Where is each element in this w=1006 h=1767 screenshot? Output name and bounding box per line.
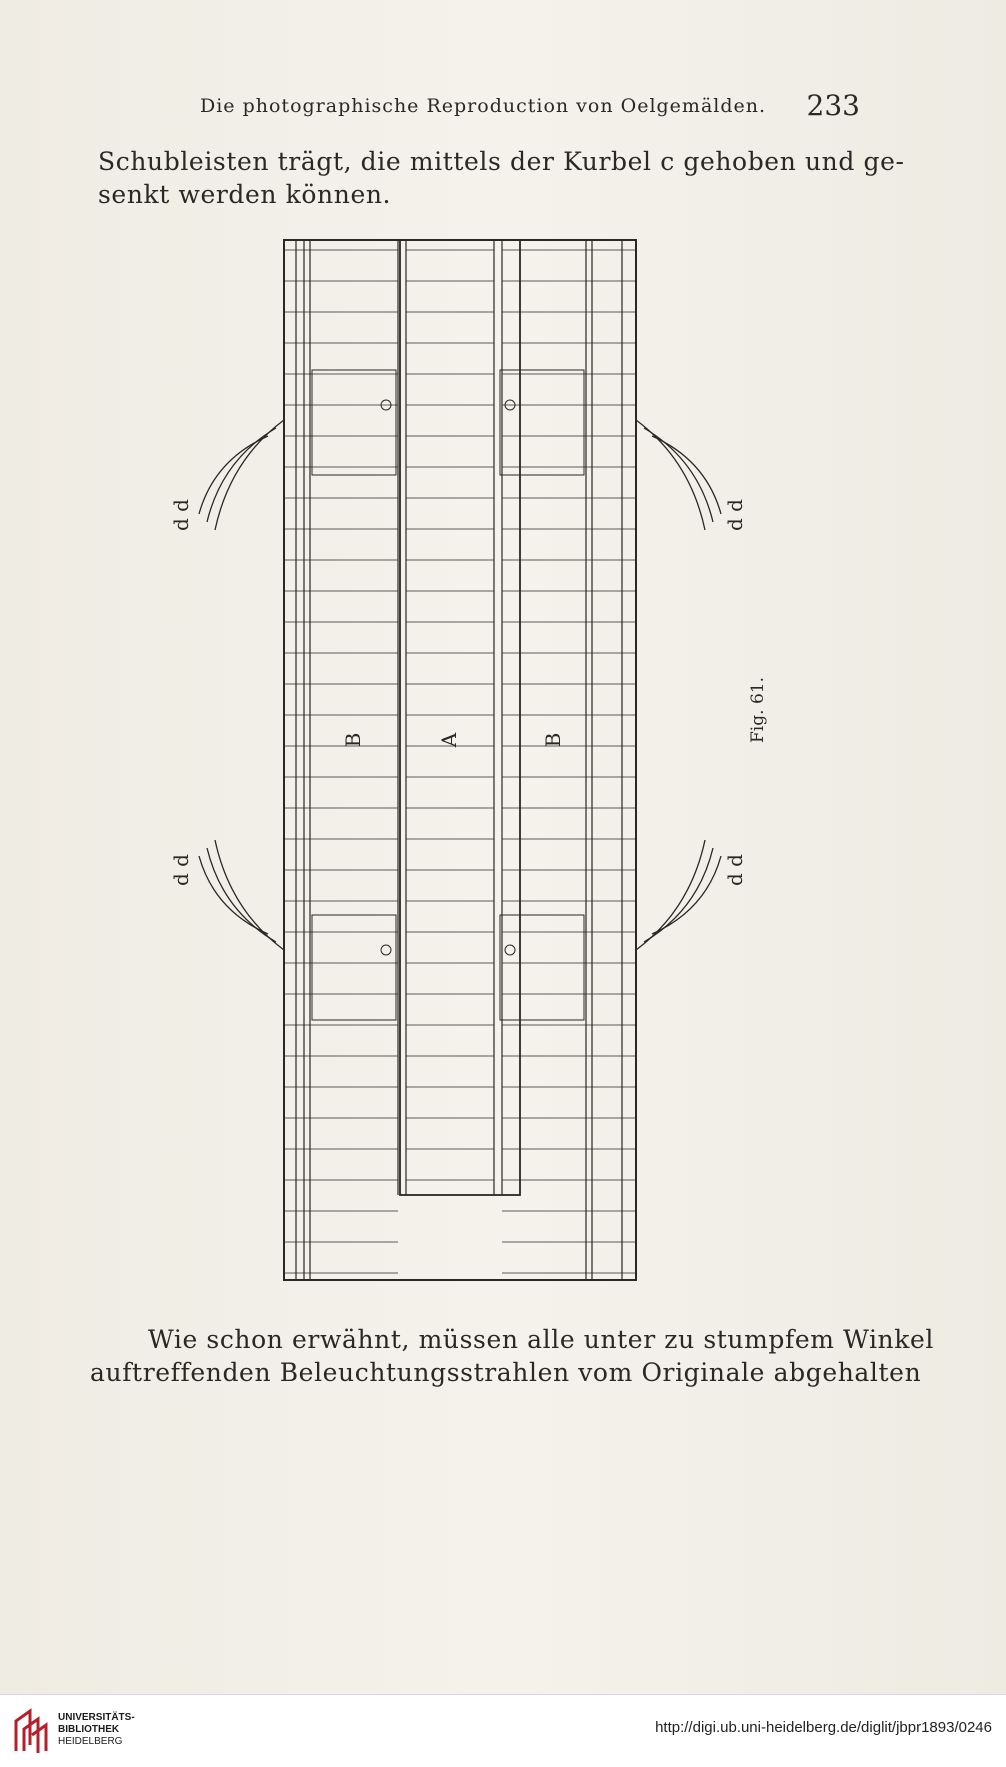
page-number: 233: [806, 89, 860, 122]
label-dd-upper-left: d d: [169, 499, 193, 531]
crank-wheel: [381, 945, 391, 955]
figure-61: [160, 230, 780, 1290]
arc-line: [215, 420, 284, 530]
library-line: BIBLIOTHEK: [58, 1724, 120, 1735]
carriage-box: [312, 915, 396, 1020]
crank-wheel: [505, 945, 515, 955]
carriage-box: [312, 370, 396, 475]
label-dd-lower-left: d d: [169, 854, 193, 886]
carriage-box: [500, 370, 584, 475]
library-logo-icon: [10, 1705, 55, 1757]
rails: [296, 240, 622, 1280]
label-b-right: B: [541, 732, 565, 748]
body-text-line: senkt werden können.: [98, 180, 392, 209]
label-b-left: B: [341, 732, 365, 748]
carriage-box: [500, 915, 584, 1020]
label-a: A: [437, 732, 461, 748]
label-dd-lower-right: d d: [723, 854, 747, 886]
carriages: [312, 370, 584, 1020]
running-title: Die photographische Reproduction von Oelgemälden.: [200, 95, 767, 117]
source-url-link[interactable]: http://digi.ub.uni-heidelberg.de/diglit/jbpr1893/0246: [655, 1719, 992, 1736]
label-dd-upper-right: d d: [723, 499, 747, 531]
arc-line: [652, 436, 721, 514]
arc-line: [199, 856, 268, 934]
running-head: [200, 89, 860, 123]
arc-line: [636, 420, 705, 530]
arcs: [199, 420, 721, 950]
slats: [284, 250, 636, 1273]
body-text-line: auftreffenden Beleuchtungsstrahlen vom Originale abgehalten: [90, 1358, 922, 1387]
body-text-line: Schubleisten trägt, die mittels der Kurbel c gehoben und ge-: [98, 147, 905, 176]
outer-frame: [284, 240, 636, 1280]
arc-line: [652, 856, 721, 934]
figure-caption: Fig. 61.: [748, 677, 768, 743]
body-text-line: Wie schon erwähnt, müssen alle unter zu stumpfem Winkel: [148, 1325, 935, 1354]
footer-bar: [0, 1694, 1006, 1767]
arc-line: [199, 436, 268, 514]
library-line: UNIVERSITÄTS-: [58, 1712, 135, 1723]
library-name: [58, 1712, 135, 1748]
arc-line: [215, 840, 284, 950]
arc-line: [636, 840, 705, 950]
library-line: HEIDELBERG: [58, 1736, 123, 1747]
stand-diagram: [160, 230, 780, 1290]
